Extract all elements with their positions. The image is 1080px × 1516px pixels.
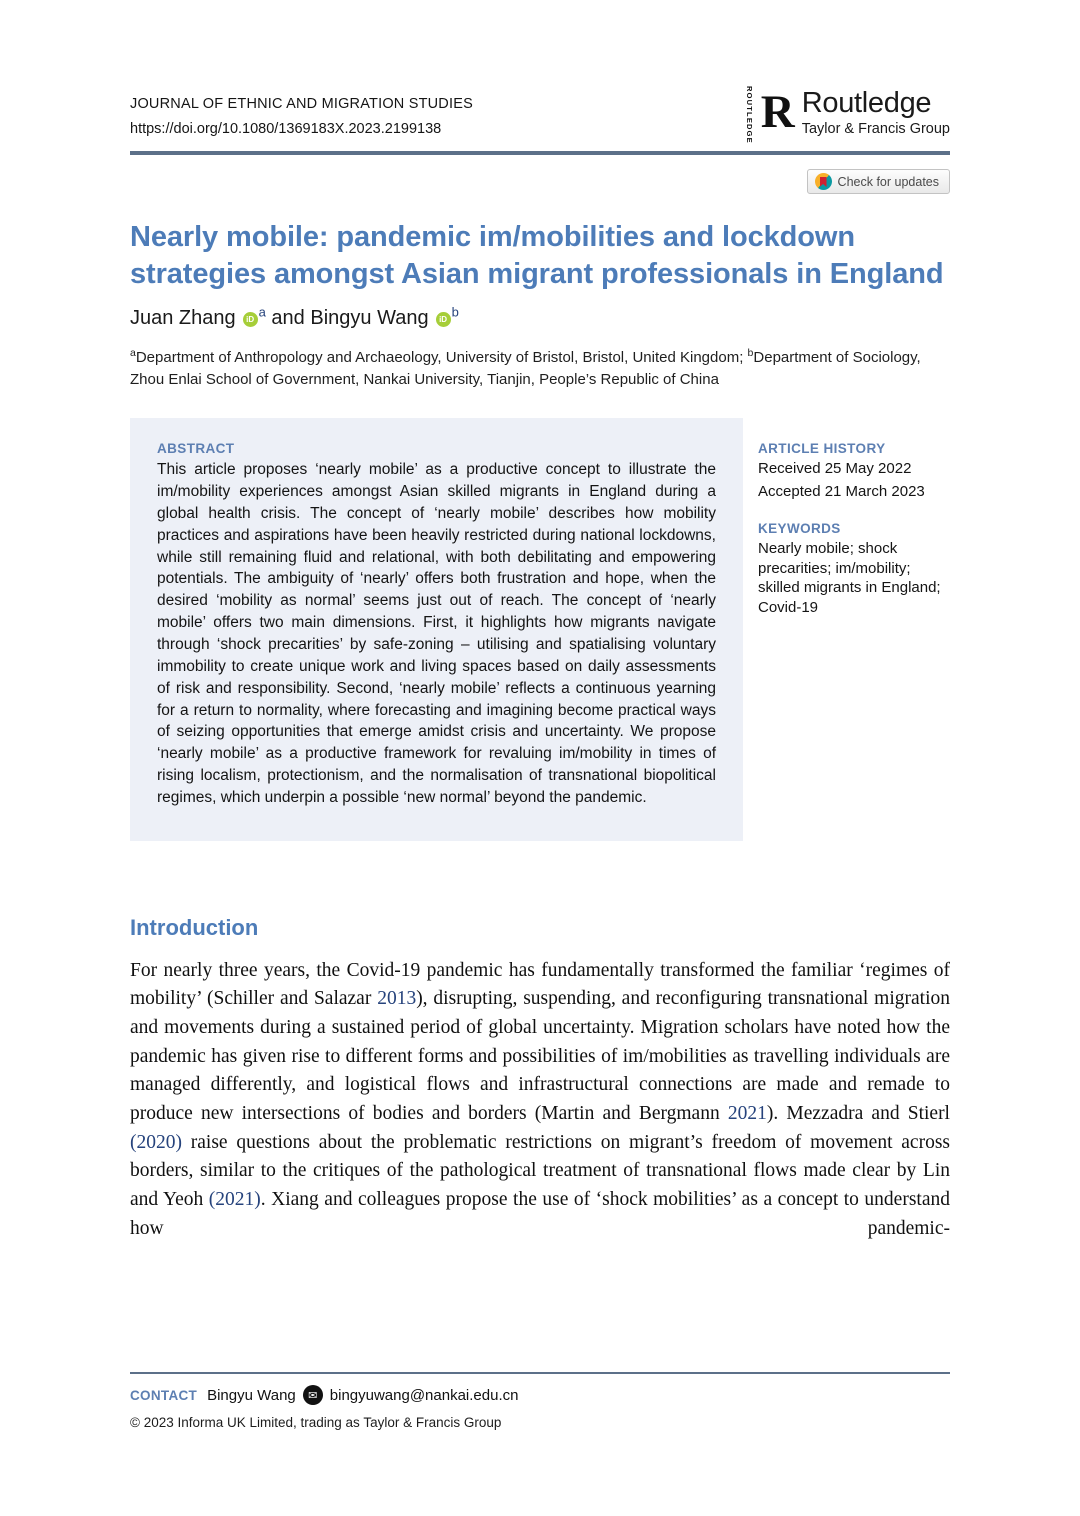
article-meta-column xyxy=(758,418,950,841)
doi-link[interactable]: https://doi.org/10.1080/1369183X.2023.2199138 xyxy=(130,121,442,137)
abstract-text: This article proposes ‘nearly mobile’ as a productive concept to illustrate the im/mobility experiences amongst Asian skilled migrants in England during a global health crisis. The concept of ‘nearly mobile’ describes how mobility practices and aspirations have been heavily restricted during national lockdowns, while still remaining fluid and relational, with both debilitating and empowering potentials. The ambiguity of ‘nearly’ offers both frustration and hope, when the desired ‘mobility as normal’ seems just out of reach. The concept of ‘nearly mobile’ offers two main dimensions. First, it highlights how migrants navigate through ‘shock precarities’ by safe-zoning – utilising and spatialising voluntary immobility to create unique work and living spaces based on daily assessments of risk and responsibility. Second, ‘nearly mobile’ reflects a continuous yearning for a return to normality, where forecasting and imagining become practical ways of seizing opportunities that emerge amidst crisis and uncertainty. We propose ‘nearly mobile’ as a productive framework for revaluing im/mobility in times of rising localism, protectionism, and the normalisation of transnational biopolitical regimes, which underpin a possible ‘new normal’ beyond the pandemic. xyxy=(157,461,716,806)
affiliation-b-text: Department of Sociology, Zhou Enlai School of Government, Nankai University, Tianjin, People’s Republic of China xyxy=(130,348,921,389)
journal-name: JOURNAL OF ETHNIC AND MIGRATION STUDIES xyxy=(130,96,473,112)
introduction-heading: Introduction xyxy=(130,914,259,940)
affiliation-a-text: Department of Anthropology and Archaeology, University of Bristol, Bristol, United Kingdom; xyxy=(135,348,748,366)
abstract-section xyxy=(130,418,950,841)
journal-meta xyxy=(130,92,473,137)
contact-name: Bingyu Wang xyxy=(207,1386,296,1404)
publisher-logo xyxy=(744,84,950,144)
orcid-icon[interactable]: iD xyxy=(436,312,451,327)
article-history-heading: ARTICLE HISTORY xyxy=(758,441,886,457)
header-divider xyxy=(130,151,950,155)
article-history-received: Received 25 May 2022 xyxy=(758,460,912,478)
routledge-vertical-wordmark: ROUTLEDGE xyxy=(744,86,754,144)
routledge-r-mark-icon: R xyxy=(760,86,795,138)
article-title: Nearly mobile: pandemic im/mobilities and lockdown strategies amongst Asian migrant professionals in England xyxy=(130,221,944,290)
citation-link[interactable]: (2020) xyxy=(130,1131,182,1153)
crossmark-icon xyxy=(815,173,832,190)
publisher-wordmark xyxy=(802,84,950,140)
page-footer xyxy=(130,1372,950,1430)
envelope-icon: ✉ xyxy=(303,1385,323,1405)
contact-email[interactable]: bingyuwang@nankai.edu.cn xyxy=(329,1386,519,1404)
copyright-line: © 2023 Informa UK Limited, trading as Taylor & Francis Group xyxy=(130,1415,502,1430)
article-history-accepted: Accepted 21 March 2023 xyxy=(758,483,925,501)
affiliation-a-sup: a xyxy=(130,346,136,359)
abstract-heading: ABSTRACT xyxy=(157,441,235,457)
keywords-text: Nearly mobile; shock precarities; im/mobility; skilled migrants in England; Covid-19 xyxy=(758,539,941,617)
publisher-name: Routledge xyxy=(801,87,932,119)
publisher-group: Taylor & Francis Group xyxy=(801,121,950,137)
check-for-updates-label: Check for updates xyxy=(837,174,939,189)
check-for-updates-button[interactable] xyxy=(807,169,950,194)
keywords-block xyxy=(758,521,950,618)
orcid-icon[interactable]: iD xyxy=(243,312,258,327)
footer-divider xyxy=(130,1372,950,1374)
citation-link[interactable]: 2013 xyxy=(377,988,417,1010)
affiliation-b-sup: b xyxy=(747,346,754,359)
citation-link[interactable]: (2021) xyxy=(208,1189,261,1210)
intro-paragraph: For nearly three years, the Covid-19 pandemic has fundamentally transformed the familiar ‘regimes of mobility’ (Schiller and Salazar 2013), disrupting, suspending, and reconfiguring transnational migration and movements during a sustained period of global uncertainty. Migration scholars have noted how the pandemic has given rise to different forms and possibilities of im/mobilities as travelling individuals are managed differently, and logistical flows and infrastructural connections are made and remade to produce new intersections of bodies and borders (Martin and Bergmann 2021). Mezzadra and Stierl (2020) raise questions about the problematic restrictions on migrant’s freedom of movement across borders, similar to the critiques of the pathological treatment of transnational flows made clear by Lin and Yeoh (2021). Xiang and colleagues propose the use of ‘shock mobilities’ as a concept to understand how pandemic- xyxy=(130,959,951,1239)
author-1-name[interactable]: Juan Zhang xyxy=(130,306,236,329)
citation-link[interactable]: 2021 xyxy=(727,1103,767,1125)
contact-label: CONTACT xyxy=(130,1387,198,1403)
author-conjunction: and xyxy=(265,306,311,329)
author-line xyxy=(130,304,950,330)
author-2-affiliation-sup: b xyxy=(451,304,459,319)
crossmark-bookmark-icon xyxy=(820,177,827,187)
page-header xyxy=(130,86,950,144)
abstract-box xyxy=(130,418,743,841)
author-1-affiliation-sup: a xyxy=(258,304,266,319)
keywords-heading: KEYWORDS xyxy=(758,520,841,536)
affiliations xyxy=(130,347,950,393)
contact-line xyxy=(130,1385,950,1405)
author-2-name[interactable]: Bingyu Wang xyxy=(310,306,429,329)
